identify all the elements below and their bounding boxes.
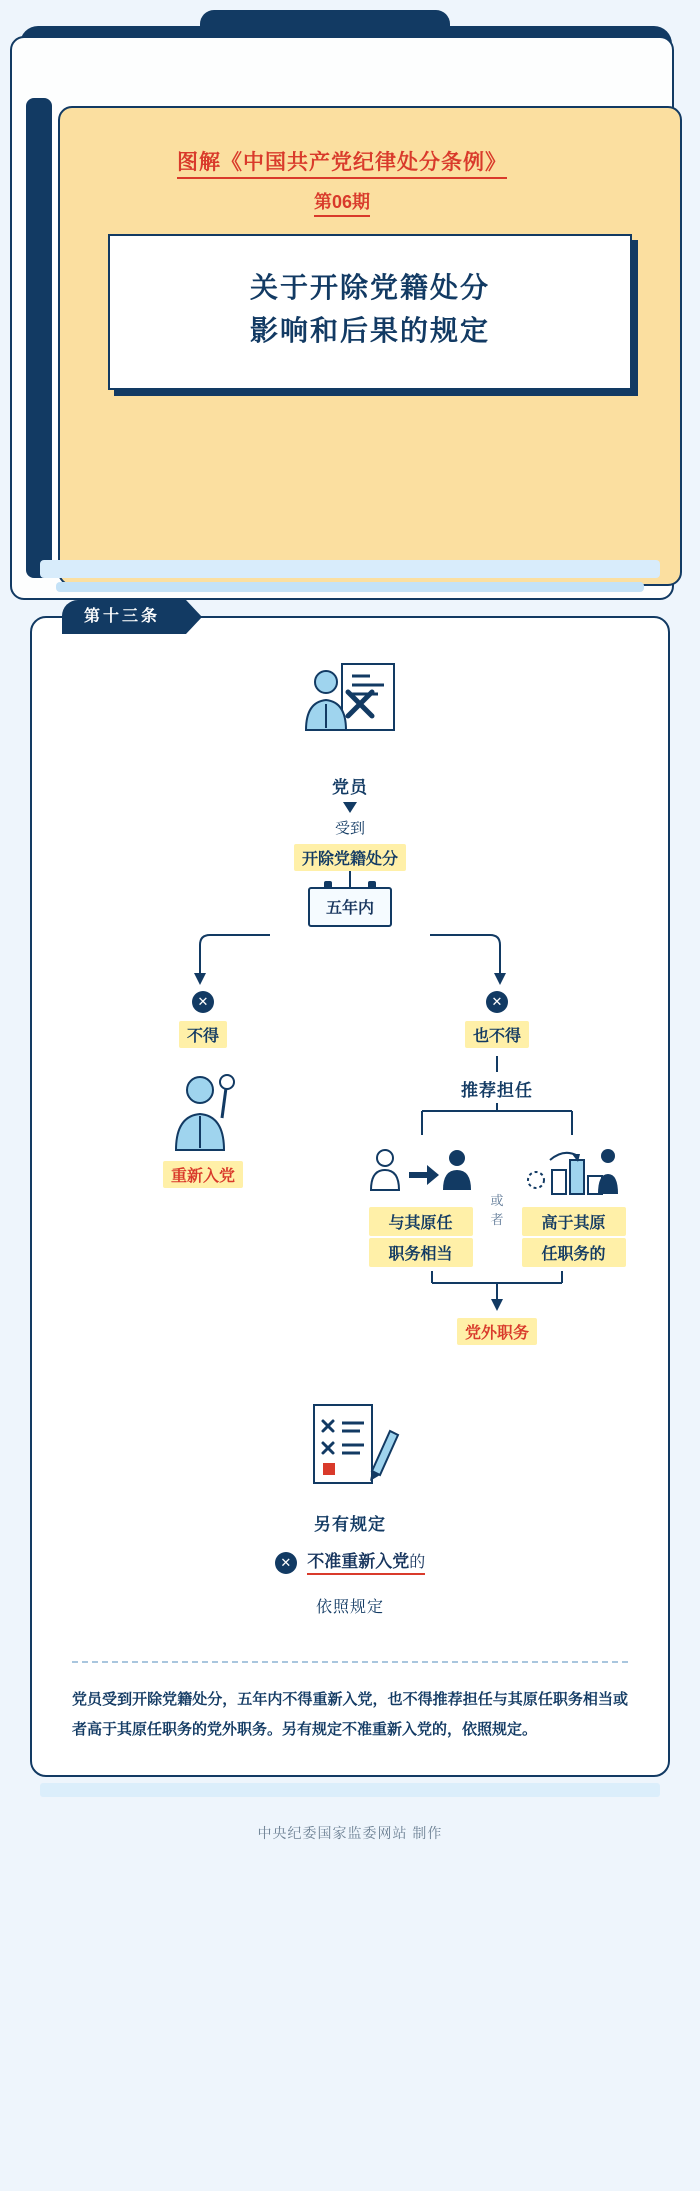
punishment-label: 开除党籍处分 — [294, 844, 406, 871]
left-branch-action: 重新入党 — [163, 1161, 243, 1188]
x-circle-icon-exception: ✕ — [275, 1552, 297, 1574]
left-branch — [88, 991, 318, 1345]
right-branch-label: 也不得 — [465, 1021, 529, 1048]
right-branch-result: 党外职务 — [457, 1318, 537, 1345]
option-a-line1: 与其原任 — [369, 1207, 473, 1236]
sub-options-row — [382, 1146, 612, 1267]
sub-branch-connector — [382, 1101, 612, 1146]
cover-main-title-line2: 影响和后果的规定 — [249, 315, 490, 347]
footer: 中央纪委国家监委网站 制作 — [257, 1825, 443, 1841]
exception-line2: 不准重新入党 — [307, 1552, 409, 1575]
cover-main-title-line1: 关于开除党籍处分 — [249, 272, 490, 303]
summary-section — [72, 1661, 628, 1745]
branch-connector — [32, 927, 668, 991]
cover-page — [10, 36, 674, 600]
option-a — [369, 1146, 473, 1267]
exception-line2-suffix: 的 — [409, 1554, 425, 1575]
cover-title-box — [108, 234, 632, 390]
period-box — [32, 887, 668, 927]
right-branch — [382, 991, 612, 1345]
cover-series-title-text: 图解《中国共产党纪律处分条例》 — [177, 151, 507, 179]
exception-line3: 依照规定 — [315, 1599, 384, 1616]
received-label: 受到 — [334, 820, 365, 837]
party-member-icon — [32, 658, 668, 773]
actor-label: 党员 — [332, 778, 368, 797]
x-circle-icon-left: ✕ — [192, 991, 214, 1013]
flow-diagram — [32, 618, 668, 1745]
summary-text: 党员受到开除党籍处分，五年内不得重新入党，也不得推荐担任与其原任职务相当或者高于其原任职务的党外职务。另有规定不准重新入党的，依照规定。 — [72, 1691, 628, 1738]
cover-issue — [12, 188, 672, 214]
left-branch-label: 不得 — [179, 1021, 227, 1048]
arrow-actor-to-received — [343, 802, 357, 813]
cover-section — [0, 0, 700, 600]
exception-block — [32, 1401, 668, 1617]
option-a-line2: 职务相当 — [369, 1238, 473, 1267]
x-circle-icon-right: ✕ — [486, 991, 508, 1013]
card-bottom-strip — [40, 1783, 660, 1797]
connector-line-2 — [496, 1056, 498, 1072]
option-b-line2: 任职务的 — [522, 1238, 626, 1267]
option-b-line1: 高于其原 — [522, 1207, 626, 1236]
article-card — [30, 608, 670, 1777]
exception-line1: 另有规定 — [314, 1515, 386, 1534]
cover-base-strip-2 — [56, 582, 644, 592]
document-pencil-icon — [32, 1401, 668, 1502]
right-branch-action: 推荐担任 — [461, 1081, 533, 1100]
connector-line-1 — [349, 871, 351, 887]
period-label: 五年内 — [308, 887, 392, 927]
option-b — [522, 1146, 626, 1267]
merge-connector — [382, 1267, 612, 1318]
branch-labels-row — [32, 991, 668, 1345]
cover-series-title — [12, 146, 672, 176]
article-ribbon: 第十三条 — [62, 600, 186, 634]
cover-base-strip — [40, 560, 660, 578]
people-transfer-icon — [369, 1146, 473, 1203]
growth-chart-icon — [522, 1146, 626, 1203]
person-raising-hand-icon — [88, 1062, 318, 1159]
cover-issue-text: 第06期 — [314, 192, 370, 217]
cover-main-title — [110, 266, 630, 353]
option-connector: 或者 — [490, 1193, 504, 1227]
